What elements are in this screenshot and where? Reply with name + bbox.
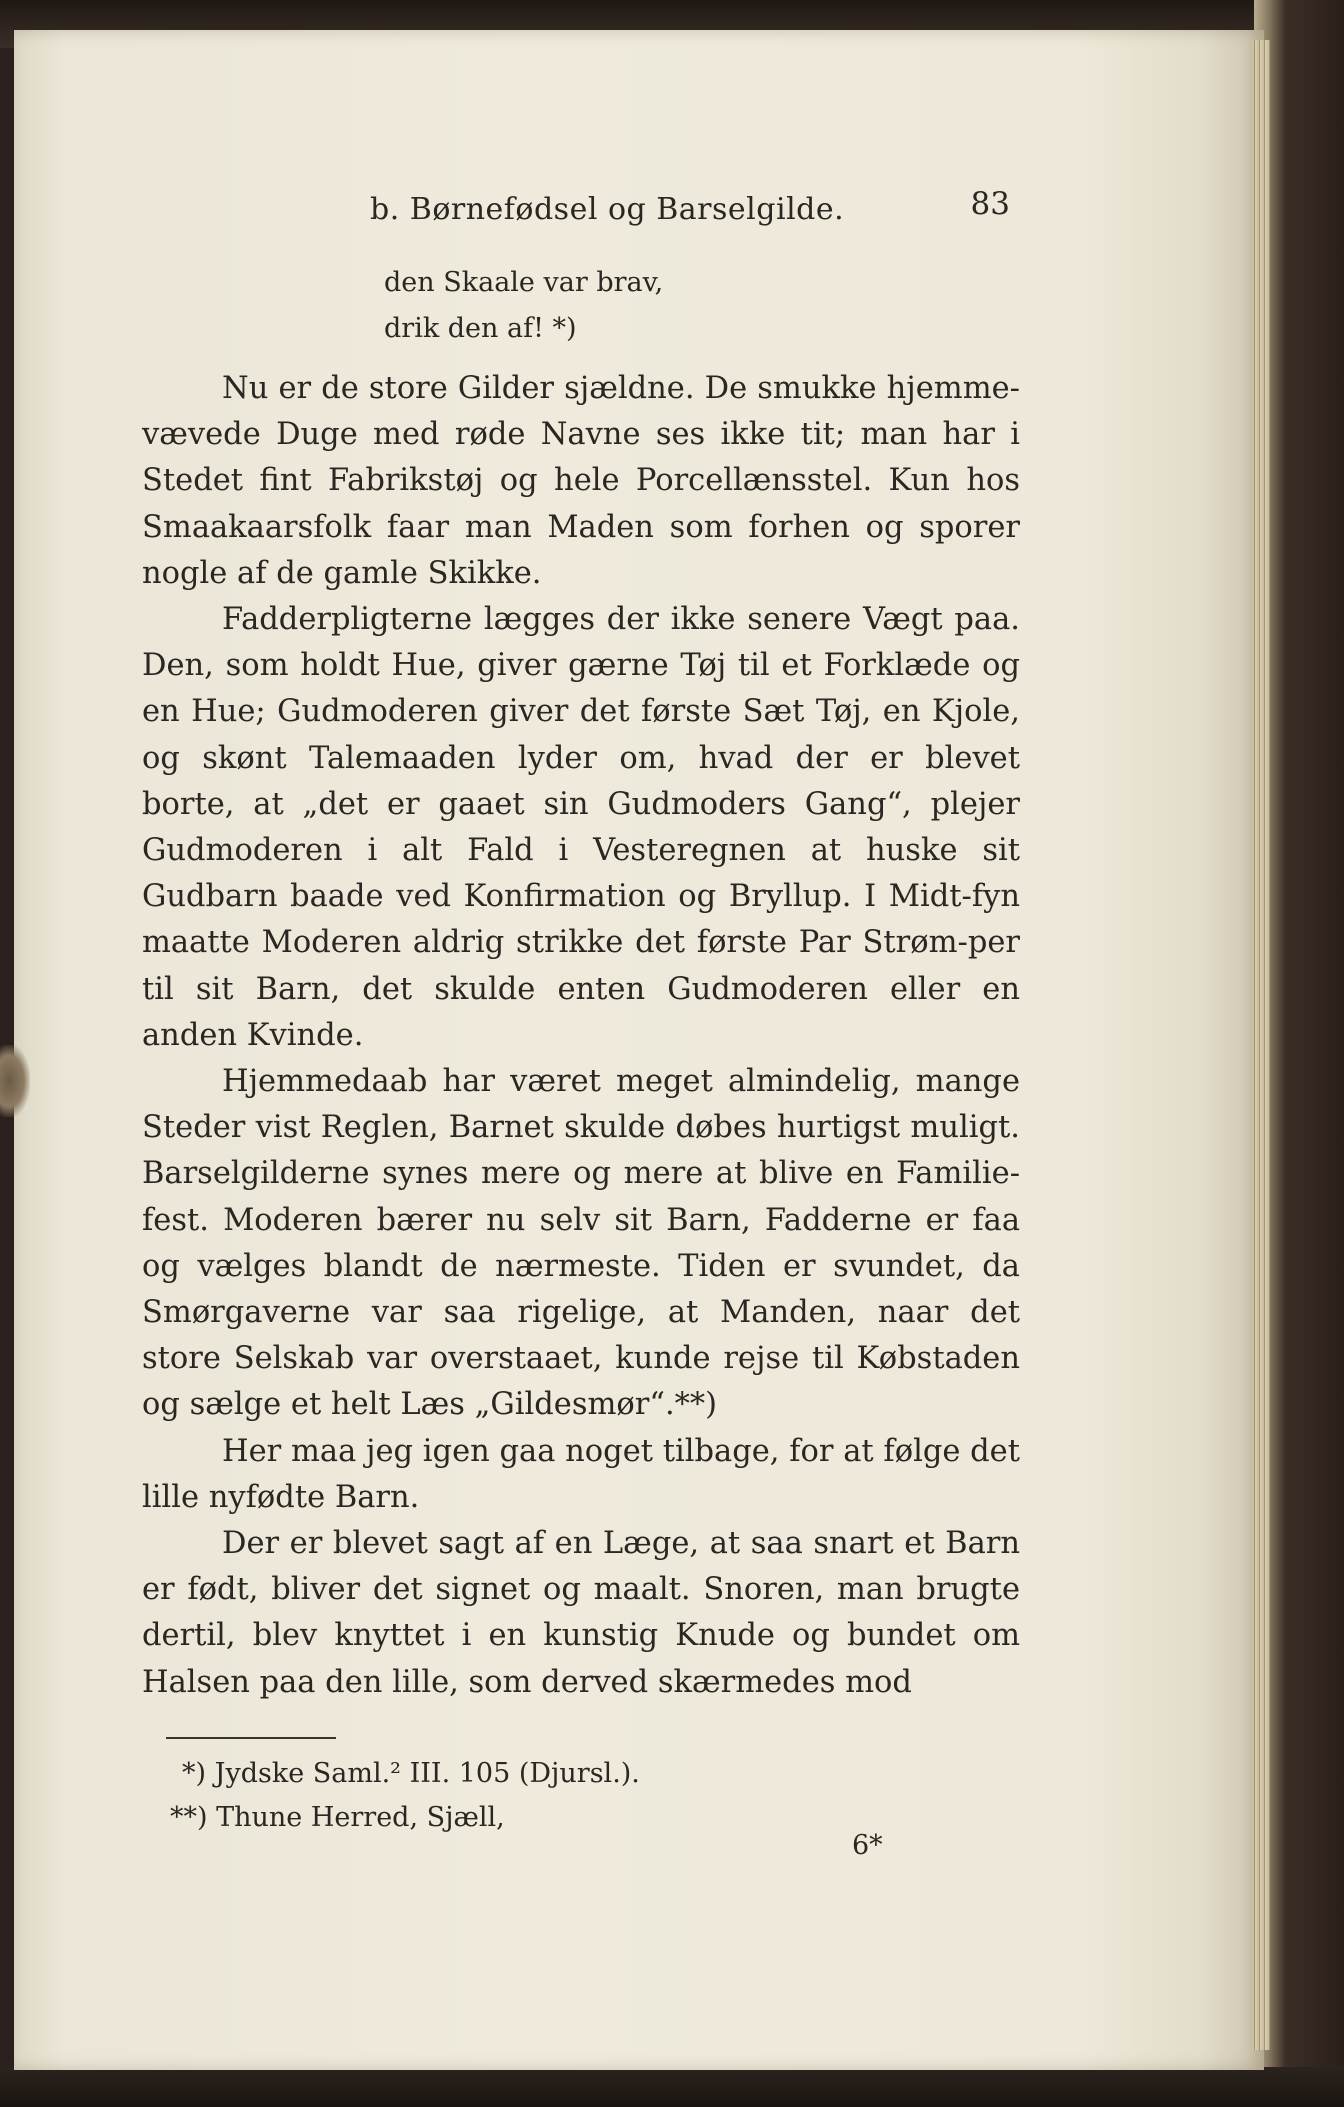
footnotes [170,1752,870,1840]
signature-mark: 6* [852,1830,883,1861]
paragraph: Nu er de store Gilder sjældne. De smukke hjemme-vævede Duge med røde Navne ses ikke tit; man har i Stedet fint Fabrikstøj og hele Porcellænsstel. Kun hos Smaakaarsfolk faar man Maden som forhen og sporer nogle af de gamle Skikke. [142,371,1020,591]
page-header [370,186,1010,232]
paragraph: Her maa jeg igen gaa noget tilbage, for at følge det lille nyfødte Barn. [142,1433,1020,1515]
page-edges [1252,40,1270,2050]
footnote: **) Thune Herred, Sjæll, [170,1802,505,1833]
footnote-rule [166,1737,336,1739]
paper-stain [0,1045,30,1117]
paragraph: Der er blevet sagt af en Læge, at saa snart et Barn er født, bliver det signet og maalt. Snoren, man brugte dertil, blev knyttet i en kunstig Knude og bundet om Halsen paa den lille, som derved skærmedes mod [142,1526,1020,1700]
book-binding-bottom [0,2067,1344,2107]
page-number: 83 [970,186,1010,222]
body-text [142,260,1020,1706]
verse-quote [142,260,1020,352]
verse-line: den Skaale var brav, [384,267,664,298]
running-title: b. Børnefødsel og Barselgilde. [370,192,845,227]
verse-line: drik den af! *) [384,313,577,344]
paragraph: Hjemmedaab har været meget almindelig, mange Steder vist Reglen, Barnet skulde døbes hurtigst muligt. Barselgilderne synes mere og mere at blive en Familie-fest. Moderen bærer nu selv sit Barn, Fadderne er faa og vælges blandt de nærmeste. Tiden er svundet, da Smørgaverne var saa rigelige, at Manden, naar det store Selskab var overstaaet, kunde rejse til Købstaden og sælge et helt Læs „Gildesmør“.**) [142,1064,1020,1423]
footnote: *) Jydske Saml.² III. 105 (Djursl.). [182,1758,640,1789]
paragraph: Fadderpligterne lægges der ikke senere Vægt paa. Den, som holdt Hue, giver gærne Tøj til et Forklæde og en Hue; Gudmoderen giver det første Sæt Tøj, en Kjole, og skønt Talemaaden lyder om, hvad der er blevet borte, at „det er gaaet sin Gudmoders Gang“, plejer Gudmoderen i alt Fald i Vesteregnen at huske sit Gudbarn baade ved Konfirmation og Bryllup. I Midt-fyn maatte Moderen aldrig strikke det første Par Strøm-per til sit Barn, det skulde enten Gudmoderen eller en anden Kvinde. [142,602,1020,1053]
